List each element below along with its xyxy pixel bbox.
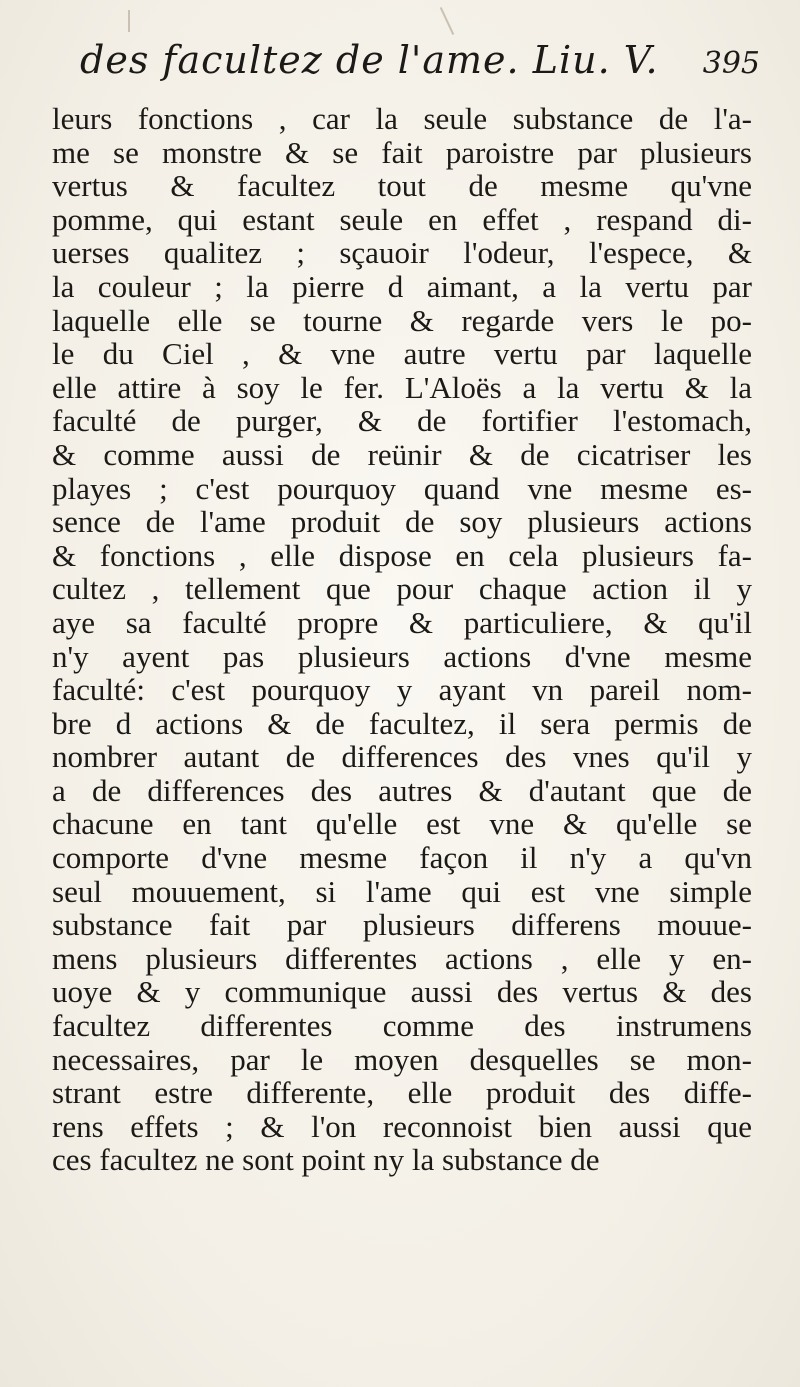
text-line: la couleur ; la pierre d aimant, a la vertu par (52, 268, 752, 304)
text-line: faculté de purger, & de fortifier l'estomach, (52, 403, 752, 439)
text-line: nombrer autant de differences des vnes qu'il y (52, 739, 752, 775)
text-line: & comme aussi de reünir & de cicatriser les (52, 436, 752, 472)
page-speck (128, 10, 130, 32)
text-line: substance fait par plusieurs differens mouue- (52, 907, 752, 943)
text-line: elle attire à soy le fer. L'Aloës a la vertu & la (52, 369, 752, 405)
text-line: vertus & facultez tout de mesme qu'vne (52, 168, 752, 204)
text-line: strant estre differente, elle produit des diffe- (52, 1075, 752, 1111)
text-line: pomme, qui estant seule en effet , respand di- (52, 201, 752, 237)
text-line: me se monstre & se fait paroistre par plusieurs (52, 134, 752, 170)
page-number: 395 (702, 46, 760, 81)
text-line: cultez , tellement que pour chaque action il y (52, 571, 752, 607)
text-line: rens effets ; & l'on reconnoist bien aussi que (52, 1108, 752, 1144)
text-line: leurs fonctions , car la seule substance de l'a- (52, 101, 752, 136)
text-line: comporte d'vne mesme façon il n'y a qu'vn (52, 840, 752, 876)
body-text (52, 102, 752, 1177)
text-line: sence de l'ame produit de soy plusieurs actions (52, 504, 752, 540)
text-line: uerses qualitez ; sçauoir l'odeur, l'espece, & (52, 235, 752, 271)
text-line: necessaires, par le moyen desquelles se mon- (52, 1041, 752, 1077)
text-line: a de differences des autres & d'autant que de (52, 772, 752, 808)
page-speck (440, 7, 454, 35)
text-line: chacune en tant qu'elle est vne & qu'elle se (52, 806, 752, 842)
text-line: faculté: c'est pourquoy y ayant vn pareil nom- (52, 672, 752, 708)
text-line: & fonctions , elle dispose en cela plusieurs fa- (52, 537, 752, 573)
text-line: aye sa faculté propre & particuliere, & qu'il (52, 604, 752, 640)
text-line: n'y ayent pas plusieurs actions d'vne mesme (52, 638, 752, 674)
running-head-title: des facultez de l'ame. Liu. V. (80, 38, 659, 82)
text-line: playes ; c'est pourquoy quand vne mesme es- (52, 470, 752, 506)
text-line: ces facultez ne sont point ny la substance de (52, 1142, 600, 1178)
text-line: uoye & y communique aussi des vertus & des (52, 974, 752, 1010)
running-head (80, 38, 780, 98)
text-line: facultez differentes comme des instrumens (52, 1008, 752, 1044)
text-line: mens plusieurs differentes actions , elle y en- (52, 940, 752, 976)
text-line: le du Ciel , & vne autre vertu par laquelle (52, 336, 752, 372)
text-line: seul mouuement, si l'ame qui est vne simple (52, 873, 752, 909)
text-line: laquelle elle se tourne & regarde vers le po- (52, 302, 752, 338)
text-line: bre d actions & de facultez, il sera permis de (52, 705, 752, 741)
